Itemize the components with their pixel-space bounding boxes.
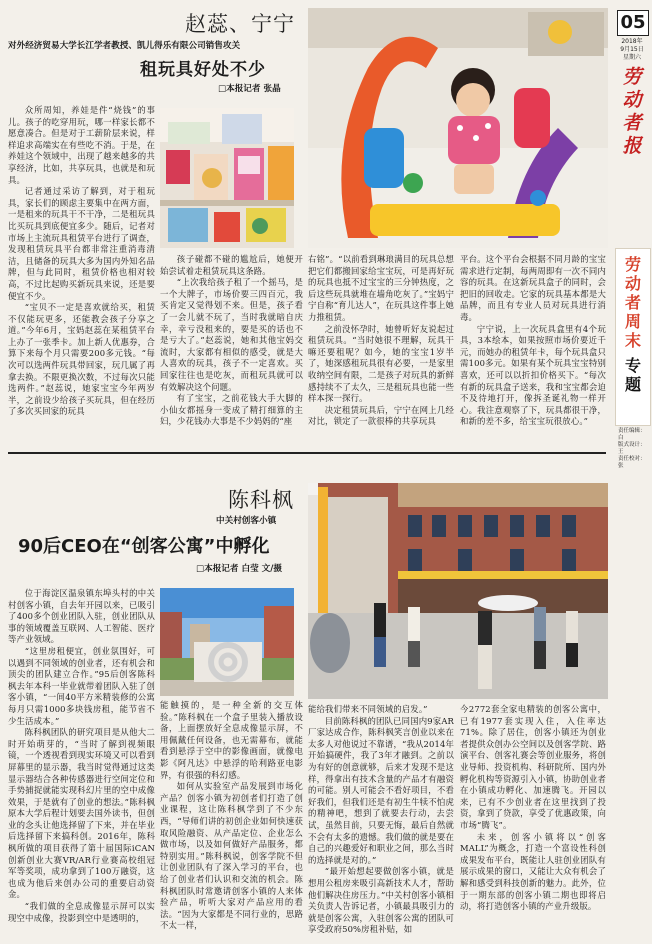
issue-date-day: 9月15日 [620,46,644,53]
masthead-calligraphy: 劳动者报 [622,66,642,157]
credit-proofreader: 责任校对：张 [618,456,646,469]
baby-walker-illustration [308,8,608,248]
paragraph: 孩子碰都不碰的尴尬后，她便开始尝试着走租赁玩具这条路。 [160,254,303,276]
paragraph: 能触摸的，是一种全新的交互体验。”陈科枫在一个盒子里装入播放设备，上面摆放好全息成像显示屏，不用佩戴任何设备，也无需幕布，就能看到悬浮于空中的影像画面，就像电影《阿凡达》中悬浮的哈利路亚电影界，有很强的科幻感。 [160,700,303,780]
paragraph: “宝贝不一定是喜欢就给买，租赁不仅能玩更多，还能教会孩子分享之道。”今年6月，宝妈赵蕊在某租赁平台上办了一张季卡。加上新人优惠券，合算下来每个月只需要200多元钱。“每次可以选两件玩具带回家，玩几属了再拿去换。不限更换次数，不过每次只能选两件。”赵蕊说，她家宝宝今年两岁半，之前设少给孩子买玩具，但在经历了多次买回家的玩具 [8,302,155,417]
page-number: 05 [620,12,646,33]
section-title: 劳动者周末 [624,255,641,350]
issue-weekday: 星期六 [622,54,641,61]
paragraph: “我们做的全息成像显示屏可以实现空中成像，投影到空中是透明的， [8,901,155,923]
story1-title: 租玩具好处不少 [140,60,266,80]
section-subtitle: 专题 [624,356,641,394]
paragraph: 如何从实验室产品发展到市场化产品？创客小镇为初创者们打造了创业课程，这让陈科枫学到了不少东西，“导师们讲的初创企业如何快速获取风险融资、从产品定位、企业怎么做市场，以及如何做好产品服务，都特别实用。”陈科枫说，创客学院不但让创业团队有了深入学习的平台，也给了创业者们认识和交流的机会。陈科枫团队时常邀请创客小镇的人来体验产品，听听大家对产品应用的看法。“因为大家都是不同行业的，思路不太一样， [160,781,303,931]
story2-byline: □本报记者 白莹 文/摄 [196,564,282,574]
section-banner [615,248,651,426]
issue-date-year: 2018年 [621,38,643,45]
paragraph: 未来，创客小镇将以“创客MALL”为概念，打造一个富设性科创成果发布平台，既能让人驻创业团队有展示成果的窗口，又能让大众有机会了解和感受到科技创新的魅力。此外，位于一期东部的创客小镇二期也即将启动，将打造创客小镇的产业升级版。 [460,831,606,912]
paragraph: 众所周知，养娃是件“烧钱”的事儿。孩子的吃穿用玩，哪一样家长都不愿意凑合。但是对于工薪阶层来说，样样追求高端实在有些吃不消。于是，在养娃这个领域中，出现了越来越多的共享经济，比如，共享玩具，也就是和玩具。 [8,105,155,185]
paragraph: 记者通过采访了解到，对于租玩具，家长们的顾虑主要集中在两方面，一是租来的玩具干不干净，二是租玩具比买玩具到底便宜多少。随后，记者对市场上主流玩具租赁平台进行了调查，发现租赁玩具平台都非常注重消毒清洁，且储备的玩具大多为国内外知名品牌，但与此同时，租赁价格也相对较高，不过比起购买新玩具来说，还是要便宜不少。 [8,186,155,301]
credit-designer: 版式设计：王 [618,442,646,455]
paragraph: “上次我给孩子租了一个摇马，是一个大牌子，市场价要三四百元，我买肯定又觉得划不来。但是，孩子看了一会儿就不玩了，当时我就暗自庆幸，幸亏没租来的，要是买的话也不是亏大了。”赵蕊说，她和其他宝妈交流时，大家都有相似的感受，就是大人喜欢的玩具，孩子不一定喜欢。买回家往往也是吃灰，而租玩具就可以有效解决这个问题。 [160,277,303,392]
toy-shelf-illustration [160,108,294,248]
paragraph: 能给我们带来不同领域的启发。” [308,704,428,714]
story1-col3 [308,254,454,446]
baby-walker-photo [308,8,608,248]
story2-name: 陈科枫 [228,488,294,512]
story2-title: 90后CEO在“创客公寓”中孵化 [18,536,270,557]
paragraph: 之前没怀孕时，她曾听好友说起过租赁玩具。“当时她很不理解，玩具干嘛还要租呢？如今，她的宝宝1岁半了，她深感租玩具很有必要，一是家里收纳空间有限，二是孩子对玩具的新鲜感持续不了太久，三是租玩具也能一些样本探一探行。 [308,323,454,404]
maker-town-street-photo [308,483,608,699]
story1-names: 赵蕊、宁宁 [185,12,295,36]
story1-byline: □本报记者 张晶 [218,84,281,94]
paragraph: 决定租赁玩具后，宁宁在网上几经对比，锁定了一款很棒的共享玩具 [308,404,454,427]
paragraph: 平台。这个平台会根据不同月龄的宝宝需求进行定制，每两周即有一次不同内容的玩具。在这新玩具盒子的同时，会把旧的回收走。它家的玩具基本都是大品牌，而且有专业人员对玩具进行消毒。 [460,254,606,322]
credit-editor: 责任编辑：白 [618,428,646,441]
story-divider [8,452,606,454]
story1-col4 [460,254,606,446]
story2-col2 [160,700,303,940]
story2-col1 [8,588,155,940]
story1-col1 [8,105,155,445]
paragraph: 宁宁说，上一次玩具盒里有4个玩具，3本绘本，如果按照市场价要近千元，而她办的租赁年卡，每个玩具盒只需100多元。如果有某个玩具宝宝特别喜欢，还可以以折扣价格买下。“每次有新的玩具盒子送来，我和宝宝都会迫不及待地打开，像拆圣诞礼物一样开心。我注意观察了下，玩具都很干净，和新的差不多，给宝宝玩很放心。” [460,323,606,427]
paragraph: 有了宝宝，之前花钱大手大脚的小仙女都摇身一变成了精打细算的主妇，少花钱办大事是不少妈妈的“座 [160,393,303,427]
sidebar [612,0,652,944]
paragraph: 陈科枫团队的研究项目是从他大二时开始萌芽的，“当时了解到视频眼镜，一个透视看到现实环境又可以看到屏幕里的显示器，我当时觉得通过这类显示器结合各种传感器进行空间定位和手势捕捉就能实现科幻片里的空中成像效果，于是就有了创业的想法。”陈科枫原本大学后程计划要去国外读书，但创业的念头让他选择留了下来，并在毕业后选择留下来搞科创。2016年，陈科枫所做的项目获得了第十届国际iCAN创新创业大赛VR/AR行业赛高校组冠军等奖项，成功拿到了100万融资，这也成为他后来创办公司的重要启动资金。 [8,727,155,900]
story2-col4 [460,704,606,940]
story2-subtitle: 中关村创客小镇 [216,516,277,526]
paragraph: 位于海淀区温泉镇东埠头村的中关村创客小镇，自去年开园以来，已吸引了400多个创业团队入驻，创业团队从事的领域覆盖互联网、人工智能、医疗等产业领域。 [8,588,155,645]
page-number-box [617,10,649,36]
story1-col2 [160,254,303,446]
street-illustration [308,483,608,699]
paragraph: “最开始想起要做创客小镇，就是想用公租房来吸引高新技术人才，帮助他们解决住房压力。”中关村创客小镇相关负责人告诉记者，小镇最具吸引力的就是创客公寓，入驻创客公寓的团队可享受政府50%房租补贴，如 [308,866,454,935]
paragraph: 目前陈科枫的团队已同国内9家AR厂家达成合作，陈科枫笑言创业以来在太多人对他说过不靠谱，“我从2014年开始搞硬件，我了3年才融到。之前以为有好的创意就够，后来才发现不是这样，得拿出有技术含量的产品才有融资的可能。别人可能会不看好项目，不看好我们，但我们还是有初生牛犊不怕虎的精神吧，想到了就要去行动，去尝试，虽然目前，只要无悔，最后自然就不会有太多的遗憾。我们做的就是要在自己的兴趣爱好和职业之间，那么当时的选择就是对的。” [308,715,454,865]
credits [618,428,648,470]
at-sign-illustration [160,588,294,696]
paragraph: 右铭”。“以前看到琳琅满目的玩具总想把它们都搬回家给宝宝玩，可是再好玩的玩具也抵不过宝宝的三分钟热度，之后这些玩具就堆在墙角吃灰了。”宝妈宁宁自称“育儿达人”，在玩具这件事上她力推租赁。 [308,254,454,322]
story1-subtitle: 对外经济贸易大学长江学者教授、凯儿得乐有限公司销售攻关 [8,41,241,51]
at-sign-sculpture-photo [160,588,294,696]
paragraph: “这里房租便宜，创业氛围好，可以遇到不同领域的创业者，还有机会和顶尖的团队建立合作。”95后创客陈科枫去年本科一毕业就带着团队入驻了创客小镇，“一间40平方米精装修的公寓每月只需1000多块钱房租，能节省不少生活成本。” [8,645,155,726]
story2-col3 [308,704,454,940]
paragraph: 今2772套全家电精装的创客公寓中，已有1977套实现入住，入住率达71%。除了居住，创客小镇还为创业者提供众创办公空间以及创客学院、路演平台、创客礼赛会等创业服务，将创业导师、投资机构、科研院所、国内外孵化机构等资源引入小镇，协助创业者在小镇成功孵化、加速腾飞。开园以来，已有不少创业者在这里找到了投资，拿到了贷款，享受了优惠政策，向市场“腾飞”。 [460,704,606,830]
toy-shelf-photo [160,108,294,248]
